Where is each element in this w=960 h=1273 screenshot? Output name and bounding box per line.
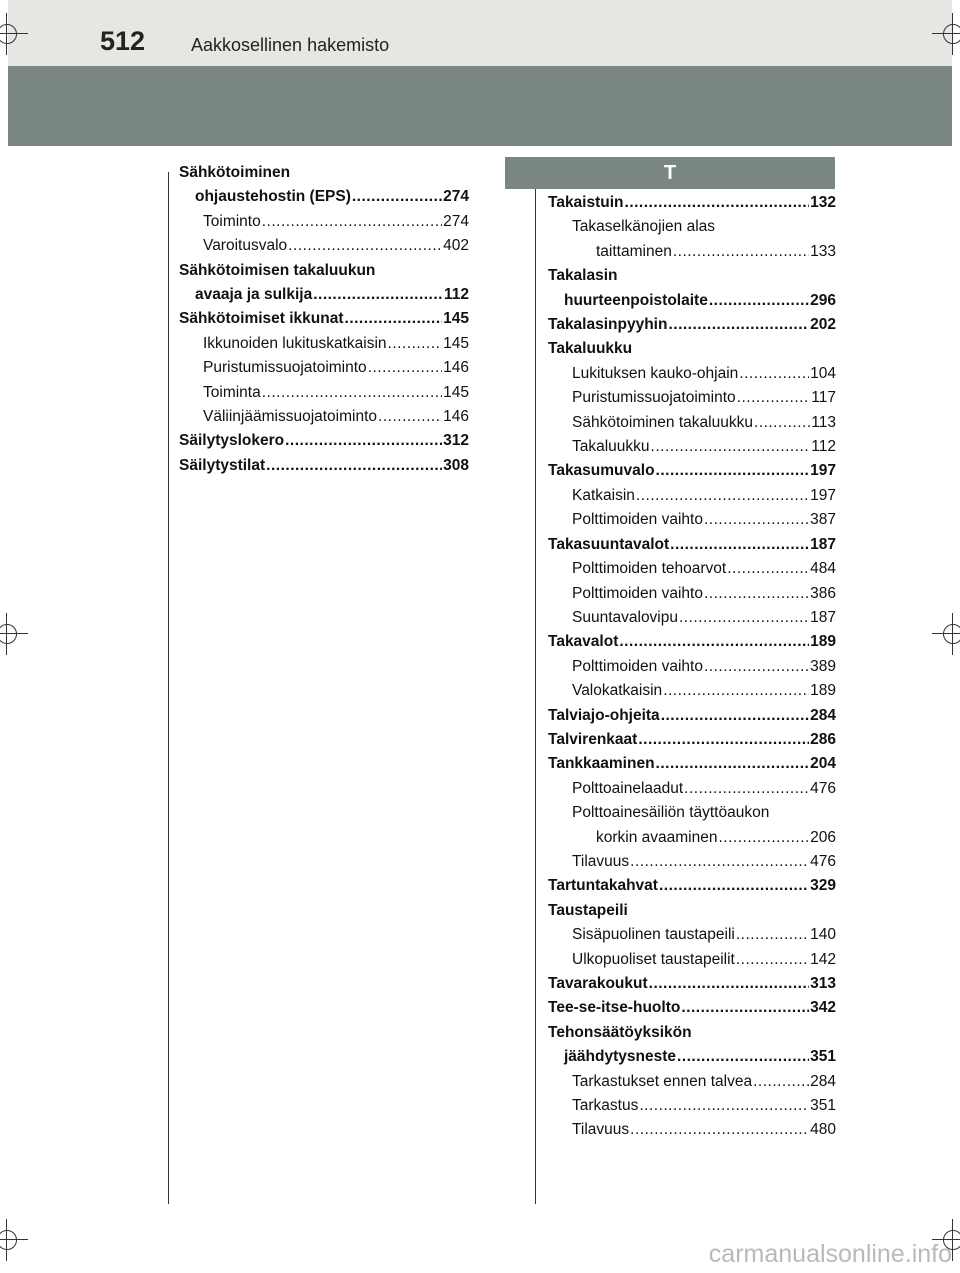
entry-label: Tilavuus xyxy=(572,852,630,870)
header-gray-band xyxy=(8,66,952,146)
index-entry xyxy=(548,996,836,1020)
dot-leader xyxy=(630,850,809,874)
entry-label: Puristumissuojatoiminto xyxy=(572,389,736,407)
index-entry xyxy=(179,259,469,283)
dot-leader xyxy=(262,381,442,405)
page-reference: 204 xyxy=(810,755,836,773)
dot-leader xyxy=(754,411,810,435)
index-entry xyxy=(548,752,836,776)
page-reference: 197 xyxy=(810,462,836,480)
page-reference: 133 xyxy=(810,242,836,260)
entry-label: Talviajo-ohjeita xyxy=(548,706,660,724)
dot-leader xyxy=(727,557,809,581)
index-subentry xyxy=(548,435,836,459)
dot-leader xyxy=(681,996,809,1020)
dot-leader xyxy=(661,704,809,728)
index-entry xyxy=(548,1045,836,1069)
page-reference: 351 xyxy=(810,1097,836,1115)
page-reference: 286 xyxy=(810,730,836,748)
index-subentry xyxy=(548,606,836,630)
dot-leader xyxy=(673,240,809,264)
index-entry xyxy=(548,313,836,337)
index-subentry xyxy=(548,557,836,581)
entry-label: Säilytyslokero xyxy=(179,432,285,450)
registration-mark-icon xyxy=(940,21,960,47)
index-entry xyxy=(179,454,469,478)
page-reference: 202 xyxy=(810,316,836,334)
page-reference: 387 xyxy=(810,511,836,529)
index-entry xyxy=(548,899,836,923)
entry-label: Takaselkänojien alas xyxy=(572,218,716,236)
page-reference: 187 xyxy=(810,535,836,553)
entry-label: Takalasin xyxy=(548,267,618,285)
dot-leader xyxy=(656,459,810,483)
dot-leader xyxy=(679,606,809,630)
entry-label: Takaluukku xyxy=(548,340,633,358)
entry-label: jäähdytysneste xyxy=(564,1048,676,1066)
entry-label: Takaistuin xyxy=(548,194,624,211)
index-subentry xyxy=(179,381,469,405)
index-subentry xyxy=(548,582,836,606)
page-reference: 296 xyxy=(810,291,836,309)
page-reference: 197 xyxy=(810,486,836,504)
index-entry xyxy=(548,337,836,361)
entry-label: Sisäpuolinen taustapeili xyxy=(572,926,735,944)
dot-leader xyxy=(704,582,809,606)
index-subentry xyxy=(548,1070,836,1094)
page-reference: 189 xyxy=(810,682,836,700)
page-reference: 342 xyxy=(810,999,836,1017)
dot-leader xyxy=(266,454,442,478)
entry-label: Talvirenkaat xyxy=(548,730,638,748)
watermark: carmanualsonline.info xyxy=(708,1240,952,1268)
entry-label: Tee-se-itse-huolto xyxy=(548,999,681,1017)
entry-label: Tartuntakahvat xyxy=(548,877,658,895)
index-entry xyxy=(548,704,836,728)
index-subentry xyxy=(548,850,836,874)
entry-label: Säilytystilat xyxy=(179,456,266,474)
index-entry xyxy=(179,307,469,331)
index-subentry xyxy=(548,923,836,947)
page-reference: 312 xyxy=(443,432,469,450)
dot-leader xyxy=(368,356,442,380)
page-reference: 480 xyxy=(810,1121,836,1139)
dot-leader xyxy=(704,508,809,532)
entry-label: Sähkötoiminen takaluukku xyxy=(572,413,753,431)
entry-label: Takalasinpyyhin xyxy=(548,316,668,334)
dot-leader xyxy=(709,289,809,313)
page-reference: 112 xyxy=(811,438,836,456)
dot-leader xyxy=(670,533,809,557)
entry-label: Takavalot xyxy=(548,633,619,651)
dot-leader xyxy=(668,313,809,337)
index-entry xyxy=(548,1021,836,1045)
dot-leader xyxy=(736,948,809,972)
registration-mark-icon xyxy=(0,21,20,47)
page-reference: 187 xyxy=(810,608,836,626)
page-number: 512 xyxy=(100,26,146,56)
index-entry xyxy=(179,161,469,185)
dot-leader xyxy=(285,429,442,453)
index-subentry xyxy=(548,777,836,801)
entry-label: Sähkötoiminen xyxy=(179,164,291,181)
entry-label: Takaluukku xyxy=(572,438,650,456)
index-column-left xyxy=(179,161,469,478)
entry-label: Varoitusvalo xyxy=(203,237,288,255)
index-subentry xyxy=(179,210,469,234)
entry-label: Tilavuus xyxy=(572,1121,630,1139)
dot-leader xyxy=(288,234,442,258)
entry-label: Polttoainesäiliön täyttöaukon xyxy=(572,804,770,822)
dot-leader xyxy=(649,972,809,996)
index-entry xyxy=(548,972,836,996)
entry-label: Tarkastukset ennen talvea xyxy=(572,1072,753,1090)
page-reference: 145 xyxy=(443,310,469,328)
index-subentry xyxy=(548,362,836,386)
index-subentry xyxy=(548,411,836,435)
index-entry xyxy=(548,533,836,557)
index-subentry xyxy=(179,405,469,429)
entry-label: Sähkötoimisen takaluukun xyxy=(179,261,376,279)
index-subentry xyxy=(548,484,836,508)
dot-leader xyxy=(625,191,810,215)
header-top-band xyxy=(8,0,952,66)
entry-label: Suuntavalovipu xyxy=(572,608,678,626)
page-reference: 284 xyxy=(810,706,836,724)
entry-label: Polttimoiden tehoarvot xyxy=(572,560,727,578)
dot-leader xyxy=(630,1118,809,1142)
dot-leader xyxy=(736,923,809,947)
index-entry xyxy=(548,289,836,313)
entry-label: Toiminta xyxy=(203,383,261,401)
entry-label: Tehonsäätöyksikön xyxy=(548,1023,692,1041)
entry-label: Ikkunoiden lukituskatkaisin xyxy=(203,334,387,352)
entry-label: Valokatkaisin xyxy=(572,682,663,700)
entry-label: Puristumissuojatoiminto xyxy=(203,359,367,377)
dot-leader xyxy=(639,1094,809,1118)
dot-leader xyxy=(388,332,443,356)
entry-label: Väliinjäämissuojatoiminto xyxy=(203,408,378,426)
page-reference: 274 xyxy=(443,188,469,206)
page-reference: 308 xyxy=(443,456,469,474)
page-reference: 402 xyxy=(443,237,469,255)
index-subentry xyxy=(548,801,836,825)
dot-leader xyxy=(659,874,809,898)
index-entry xyxy=(548,459,836,483)
page-reference: 112 xyxy=(443,286,469,304)
entry-label: taittaminen xyxy=(596,242,672,260)
entry-label: Katkaisin xyxy=(572,486,635,504)
index-subentry xyxy=(548,679,836,703)
entry-label: Polttimoiden vaihto xyxy=(572,511,703,529)
index-subentry xyxy=(548,386,836,410)
column-divider-middle xyxy=(535,172,536,1204)
index-subentry xyxy=(179,332,469,356)
page-reference: 389 xyxy=(810,657,836,675)
dot-leader xyxy=(262,210,442,234)
dot-leader xyxy=(739,362,809,386)
dot-leader xyxy=(352,185,442,209)
registration-mark-icon xyxy=(940,621,960,647)
entry-label: Toiminto xyxy=(203,212,261,230)
dot-leader xyxy=(677,1045,809,1069)
page-reference: 145 xyxy=(443,334,469,352)
page-reference: 284 xyxy=(810,1072,836,1090)
entry-label: Takasumuvalo xyxy=(548,462,655,480)
dot-leader xyxy=(704,655,809,679)
page-reference: 113 xyxy=(811,413,836,431)
page-title: Aakkosellinen hakemisto xyxy=(191,35,390,55)
entry-label: ohjaustehostin (EPS) xyxy=(195,188,351,206)
page-reference: 140 xyxy=(810,926,836,944)
entry-label: Takasuuntavalot xyxy=(548,535,670,553)
dot-leader xyxy=(663,679,809,703)
page-reference: 274 xyxy=(443,212,469,230)
index-subentry xyxy=(548,1118,836,1142)
index-entry xyxy=(548,728,836,752)
index-entry xyxy=(548,874,836,898)
dot-leader xyxy=(378,405,442,429)
section-letter-header: T xyxy=(505,157,835,189)
page-reference: 117 xyxy=(811,389,836,407)
page-reference: 329 xyxy=(810,877,836,895)
entry-label: Taustapeili xyxy=(548,901,628,919)
entry-label: Ulkopuoliset taustapeilit xyxy=(572,950,735,968)
index-entry xyxy=(548,630,836,654)
dot-leader xyxy=(651,435,811,459)
entry-label: Tarkastus xyxy=(572,1097,639,1115)
page-reference: 145 xyxy=(443,383,469,401)
dot-leader xyxy=(684,777,809,801)
entry-label: avaaja ja sulkija xyxy=(195,286,313,304)
registration-mark-icon xyxy=(0,621,20,647)
entry-label: Lukituksen kauko-ohjain xyxy=(572,364,739,382)
index-subentry xyxy=(548,948,836,972)
page-reference: 104 xyxy=(810,364,836,382)
index-entry xyxy=(548,191,836,215)
entry-label: Sähkötoimiset ikkunat xyxy=(179,310,344,328)
dot-leader xyxy=(753,1070,809,1094)
entry-label: Tankkaaminen xyxy=(548,755,655,773)
index-subentry xyxy=(548,655,836,679)
index-entry xyxy=(179,429,469,453)
page-reference: 146 xyxy=(443,408,469,426)
dot-leader xyxy=(619,630,809,654)
index-entry xyxy=(179,185,469,209)
column-divider-left xyxy=(168,172,169,1204)
index-column-right xyxy=(548,191,836,1143)
index-subentry xyxy=(548,1094,836,1118)
index-subentry xyxy=(548,215,836,239)
index-subentry xyxy=(548,508,836,532)
entry-label: Polttoainelaadut xyxy=(572,779,684,797)
entry-label: Tavarakoukut xyxy=(548,975,648,992)
dot-leader xyxy=(656,752,810,776)
page-reference: 476 xyxy=(810,779,836,797)
page-reference: 351 xyxy=(810,1048,836,1066)
entry-label: Polttimoiden vaihto xyxy=(572,584,703,602)
dot-leader xyxy=(737,386,811,410)
index-subentry xyxy=(548,240,836,264)
index-entry xyxy=(179,283,469,307)
page-reference: 206 xyxy=(810,828,836,846)
entry-label: Polttimoiden vaihto xyxy=(572,657,703,675)
registration-mark-icon xyxy=(0,1227,20,1253)
page-reference: 313 xyxy=(810,975,836,992)
page-reference: 146 xyxy=(443,359,469,377)
index-subentry xyxy=(179,234,469,258)
page-reference: 132 xyxy=(810,194,836,211)
entry-label: huurteenpoistolaite xyxy=(564,291,708,309)
index-entry xyxy=(548,264,836,288)
dot-leader xyxy=(313,283,443,307)
index-subentry xyxy=(179,356,469,380)
page-reference: 386 xyxy=(810,584,836,602)
dot-leader xyxy=(345,307,443,331)
page-reference: 476 xyxy=(810,852,836,870)
entry-label: korkin avaaminen xyxy=(596,828,718,846)
dot-leader xyxy=(718,826,809,850)
page-reference: 484 xyxy=(810,560,836,578)
page-reference: 142 xyxy=(810,950,836,968)
dot-leader xyxy=(636,484,809,508)
page-reference: 189 xyxy=(810,633,836,651)
index-subentry xyxy=(548,826,836,850)
dot-leader xyxy=(638,728,809,752)
